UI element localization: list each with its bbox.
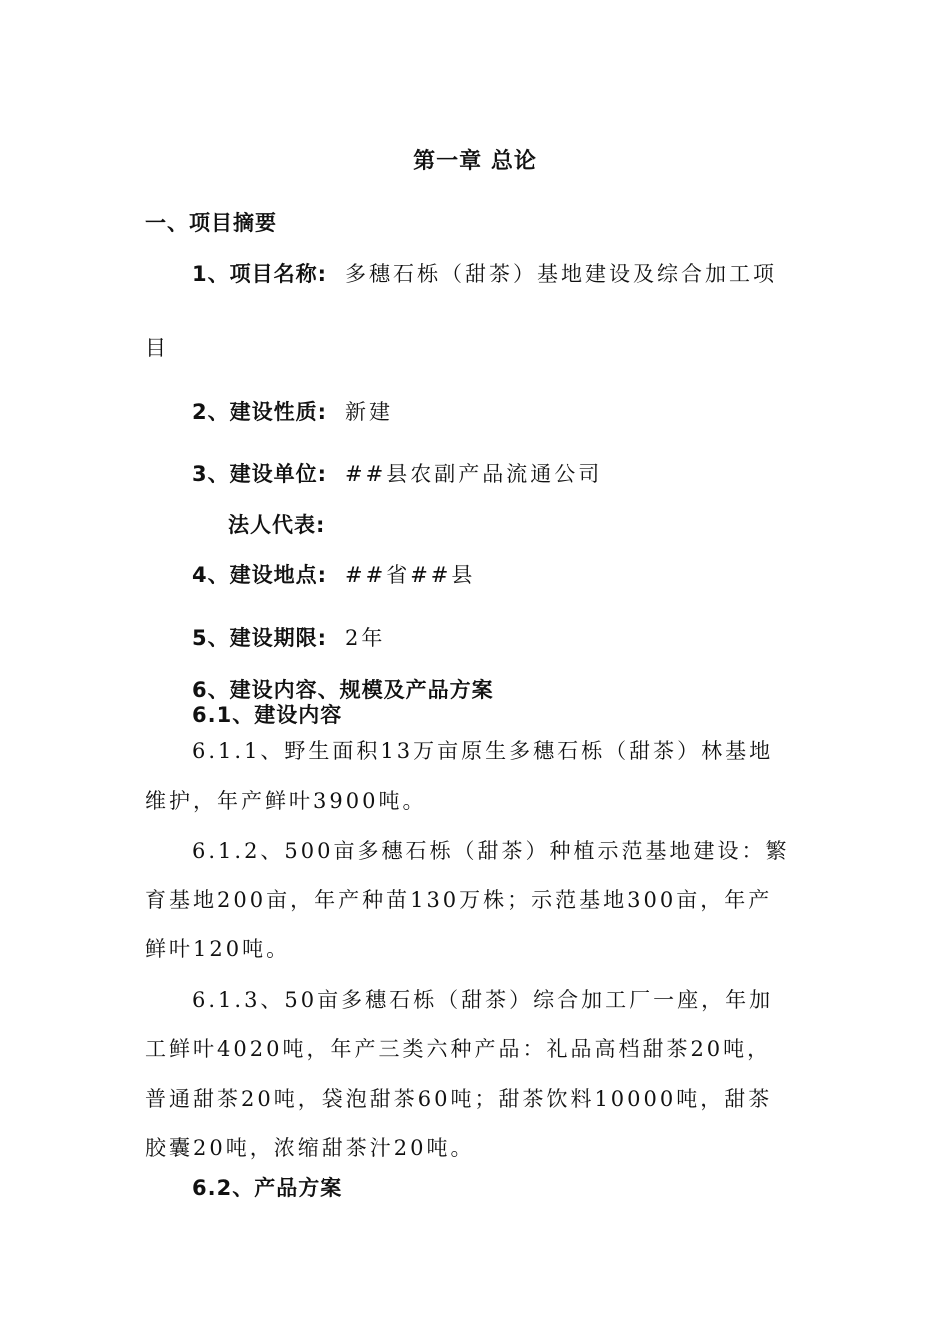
paragraph-6-1-2-line: 鲜叶120吨。 xyxy=(145,937,291,961)
subsection-heading-6-1: 6.1、建设内容 xyxy=(192,703,343,727)
construction-period-value: 2年 xyxy=(345,626,386,650)
project-name-value-continued: 目 xyxy=(145,336,169,360)
construction-nature-value: 新建 xyxy=(345,400,393,424)
construction-location-value: ##省##县 xyxy=(345,563,476,587)
construction-period-label: 5、建设期限: xyxy=(192,626,328,650)
construction-unit-label: 3、建设单位: xyxy=(192,462,328,486)
construction-content-heading: 6、建设内容、规模及产品方案 xyxy=(192,678,494,702)
construction-nature-label: 2、建设性质: xyxy=(192,400,328,424)
paragraph-6-1-1-line: 维护，年产鲜叶3900吨。 xyxy=(145,789,427,813)
project-name-label: 1、项目名称: xyxy=(192,262,328,286)
construction-location-label: 4、建设地点: xyxy=(192,563,328,587)
paragraph-6-1-3-line: 普通甜茶20吨，袋泡甜茶60吨；甜茶饮料10000吨，甜茶 xyxy=(145,1087,773,1111)
project-name-value: 多穗石栎（甜茶）基地建设及综合加工项 xyxy=(345,262,777,286)
paragraph-6-1-1-line: 6.1.1、野生面积13万亩原生多穗石栎（甜茶）林基地 xyxy=(192,739,774,763)
chapter-title: 第一章 总论 xyxy=(413,149,537,174)
paragraph-6-1-3-line: 6.1.3、50亩多穗石栎（甜茶）综合加工厂一座，年加 xyxy=(192,988,774,1012)
paragraph-6-1-3-line: 胶囊20吨，浓缩甜茶汁20吨。 xyxy=(145,1136,475,1160)
subsection-heading-6-2: 6.2、产品方案 xyxy=(192,1176,343,1200)
section-heading-project-summary: 一、项目摘要 xyxy=(145,211,277,235)
paragraph-6-1-2-line: 6.1.2、500亩多穗石栎（甜茶）种植示范基地建设：繁 xyxy=(192,839,790,863)
paragraph-6-1-3-line: 工鲜叶4020吨，年产三类六种产品：礼品高档甜茶20吨， xyxy=(145,1037,772,1061)
paragraph-6-1-2-line: 育基地200亩，年产种苗130万株；示范基地300亩，年产 xyxy=(145,888,773,912)
legal-representative-label: 法人代表: xyxy=(228,513,326,537)
construction-unit-value: ##县农副产品流通公司 xyxy=(345,462,603,486)
